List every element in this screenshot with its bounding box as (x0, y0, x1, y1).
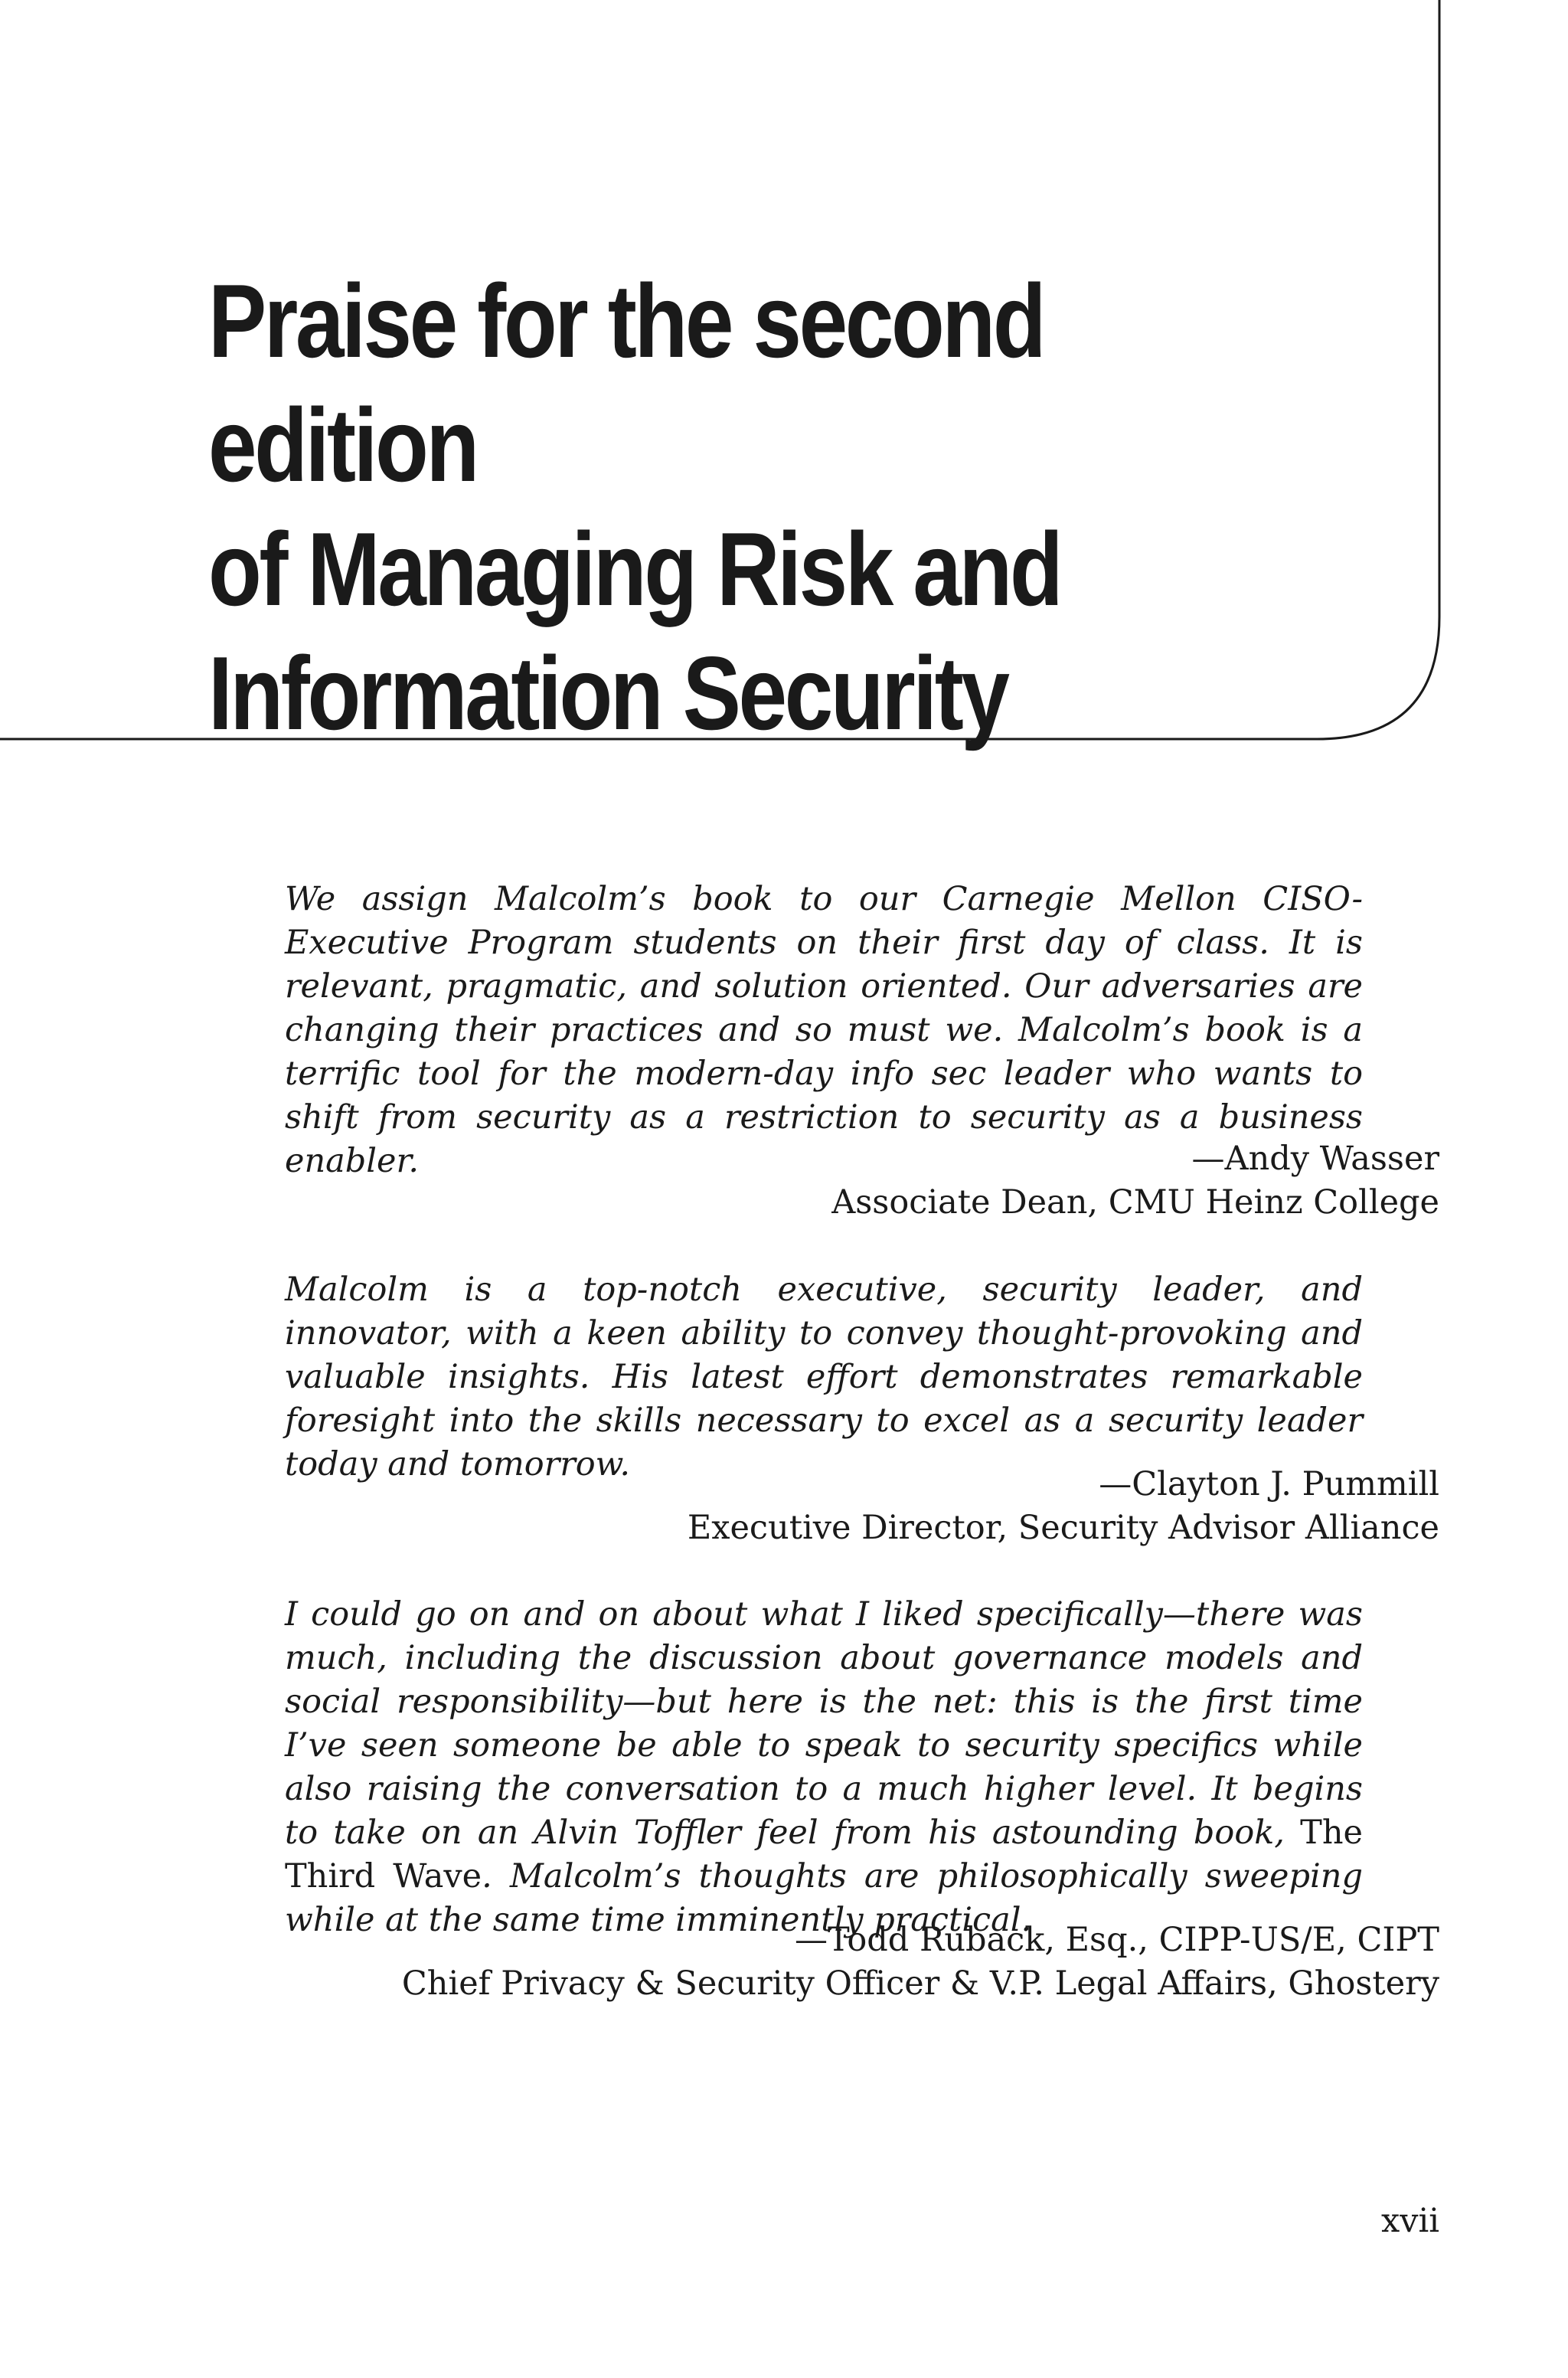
endorser-name-1: —Andy Wasser (1191, 1140, 1439, 1178)
page-number: xvii (1380, 2202, 1439, 2240)
quote-3-text-after: . Malcolm’s thoughts are philosophically sweeping while at the same time imminently practical. (285, 1857, 1363, 1939)
endorser-role-2: Executive Director, Security Advisor Alliance (687, 1509, 1439, 1547)
endorsement-attribution-1 (214, 1137, 1439, 1225)
page-title (208, 259, 1250, 755)
title-line-3: Information Security (208, 635, 1008, 751)
endorsement-attribution-2 (214, 1463, 1439, 1550)
endorsement-quote-3 (285, 1593, 1363, 1942)
endorser-name-3: —Todd Ruback, Esq., CIPP-US/E, CIPT (795, 1921, 1439, 1959)
endorser-role-1: Associate Dean, CMU Heinz College (831, 1183, 1439, 1222)
title-line-2: of Managing Risk and (208, 511, 1061, 627)
quote-3-text-before: I could go on and on about what I liked specifically—there was much, including the discussion about governance models and social responsibility—but here is the net: this is the first time I’ve seen someone be able to speak to security specifics while also raising the conversation to a much higher level. It begins to take on an Alvin Toffler feel from his astounding book, (285, 1595, 1363, 1852)
endorsement-quote-1: We assign Malcolm’s book to our Carnegie Mellon CISO-Executive Program students on their first day of class. It is relevant, pragmatic, and solution oriented. Our adversaries are changing their practices and so must we. Malcolm’s book is a terrific tool for the modern-day info sec leader who wants to shift from security as a restriction to security as a business enabler. (285, 880, 1363, 1180)
book-title-the-third-wave: The Third Wave (285, 1814, 1363, 1896)
endorser-role-3: Chief Privacy & Security Officer & V.P. Legal Affairs, Ghostery (401, 1964, 1439, 2003)
endorser-name-2: —Clayton J. Pummill (1099, 1465, 1439, 1503)
endorsement-attribution-3 (214, 1918, 1439, 2006)
endorsement-quote-2: Malcolm is a top-notch executive, security leader, and innovator, with a keen ability to convey thought-provoking and valuable insights. His latest effort demonstrates remarkable foresight into the skills necessary to excel as a security leader today and tomorrow. (285, 1271, 1363, 1483)
title-line-1: Praise for the second edition (208, 263, 1044, 503)
